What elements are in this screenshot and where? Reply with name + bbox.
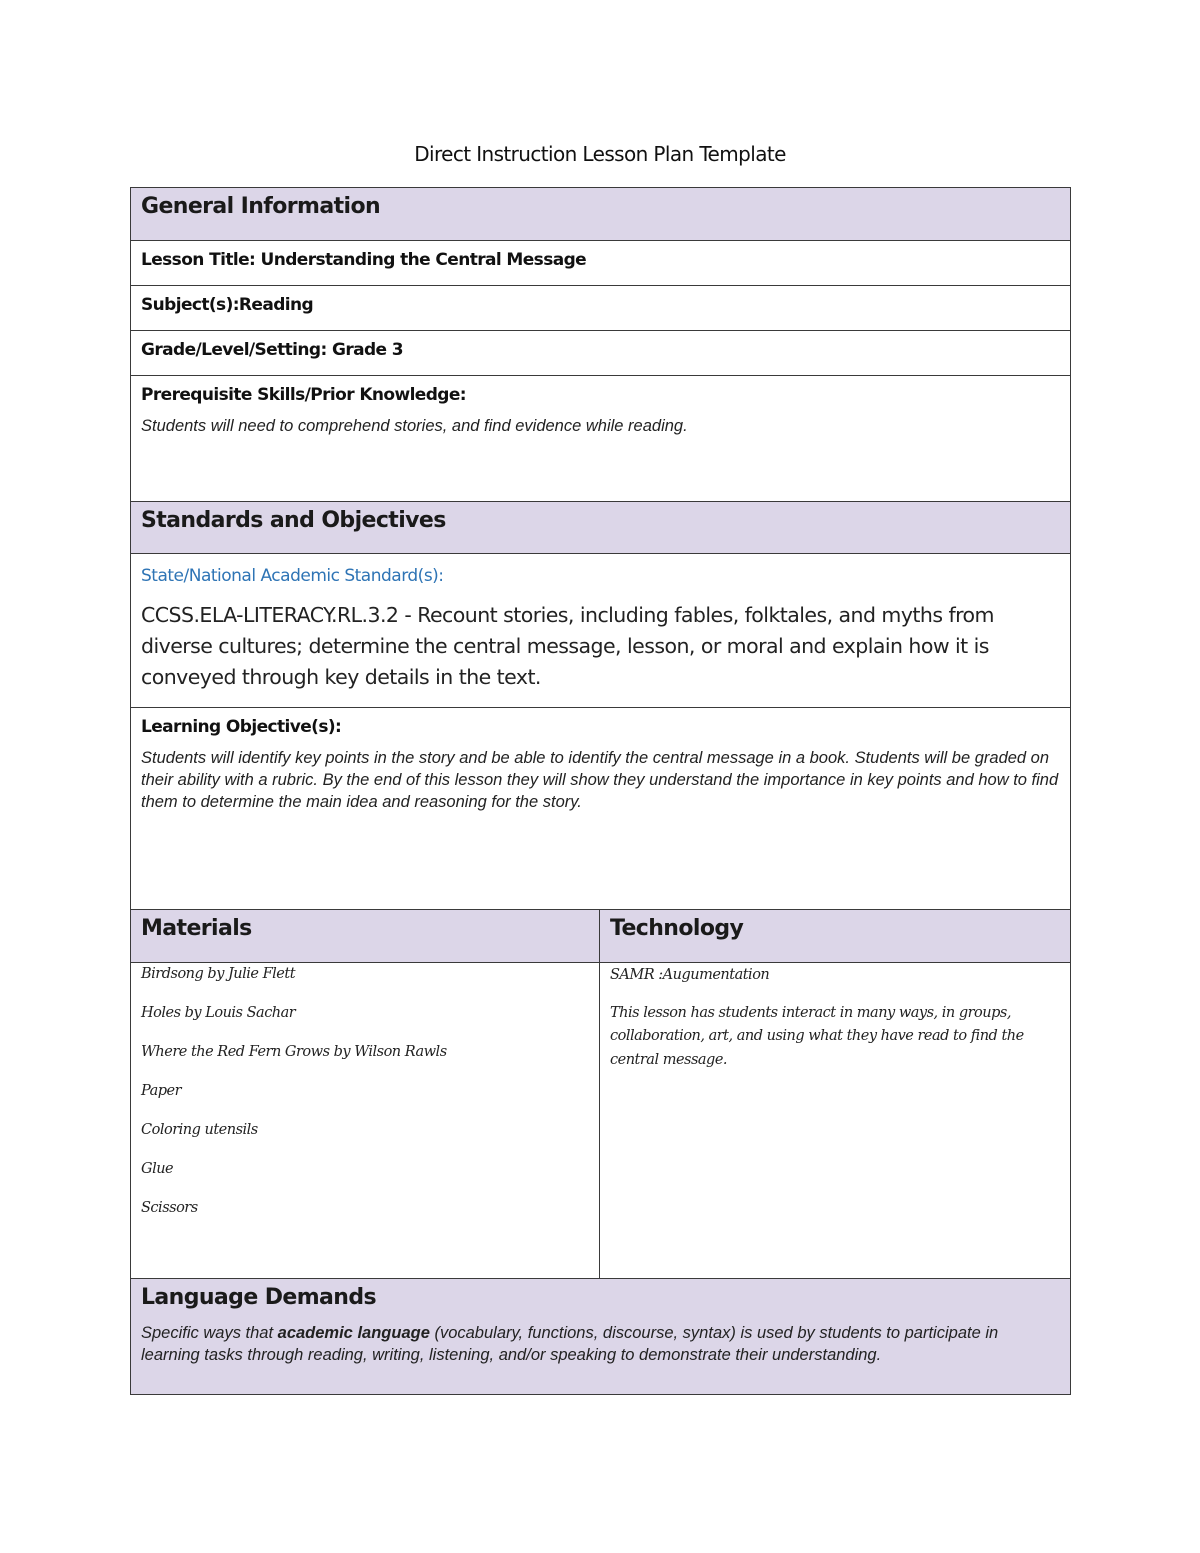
material-item: Where the Red Fern Grows by Wilson Rawls — [141, 1044, 447, 1060]
technology-description: This lesson has students interact in many ways, in groups, collaboration, art, and using what they have read to find the central message. — [610, 1004, 1024, 1068]
grade-level-setting: Grade/Level/Setting: Grade 3 — [141, 340, 404, 360]
lesson-title-row — [131, 241, 1071, 286]
materials-heading: Materials — [141, 916, 252, 941]
general-information-header — [131, 188, 1071, 241]
language-demands-text — [141, 1322, 1060, 1366]
material-item: Scissors — [141, 1200, 198, 1216]
prerequisite-row — [131, 376, 1071, 502]
language-demands-heading: Language Demands — [141, 1285, 376, 1310]
material-item: Birdsong by Julie Flett — [141, 966, 296, 982]
language-demands-cell — [131, 1279, 1071, 1395]
standard-row — [131, 554, 1071, 708]
technology-heading: Technology — [610, 916, 744, 941]
materials-cell — [131, 963, 600, 1279]
lesson-title: Lesson Title: Understanding the Central Message — [141, 250, 587, 270]
materials-header — [131, 910, 600, 963]
general-information-heading: General Information — [141, 194, 381, 219]
language-text-part: (vocabulary, functions, discourse, syntax) is used by students to participate in learning tasks through reading, writing, listening, and/or speaking to demonstrate their understanding. — [141, 1324, 999, 1364]
material-item: Coloring utensils — [141, 1122, 258, 1138]
standard-label: State/National Academic Standard(s): — [141, 566, 444, 586]
standards-objectives-header — [131, 502, 1071, 554]
grade-row — [131, 331, 1071, 376]
standards-objectives-heading: Standards and Objectives — [141, 508, 446, 533]
learning-objective-row — [131, 708, 1071, 910]
material-item: Holes by Louis Sachar — [141, 1005, 296, 1021]
material-item: Paper — [141, 1083, 182, 1099]
prerequisite-label: Prerequisite Skills/Prior Knowledge: — [141, 385, 466, 405]
academic-language-term: academic language — [277, 1324, 430, 1342]
learning-objective-label: Learning Objective(s): — [141, 717, 342, 737]
subjects-row — [131, 286, 1071, 331]
subjects: Subject(s):Reading — [141, 295, 314, 315]
technology-cell — [600, 963, 1071, 1279]
technology-header — [600, 910, 1071, 963]
standard-text: CCSS.ELA-LITERACY.RL.3.2 - Recount stories, including fables, folktales, and myths from diverse cultures; determine the central message, lesson, or moral and explain how it is conveyed through key details in the text. — [141, 603, 994, 689]
learning-objective-text: Students will identify key points in the story and be able to identify the central message in a book. Students will be graded on their ability with a rubric. By the end of this lesson they will show they understand the importance in key points and how to find them to determine the main idea and reasoning for the story. — [141, 749, 1059, 811]
samr-level: SAMR :Augumentation — [610, 967, 770, 983]
language-text-part: Specific ways that — [141, 1324, 278, 1342]
material-item: Glue — [141, 1161, 174, 1177]
materials-list — [141, 964, 589, 1237]
lesson-plan-table — [130, 187, 1071, 1395]
prerequisite-text: Students will need to comprehend stories, and find evidence while reading. — [141, 417, 688, 435]
document-title: Direct Instruction Lesson Plan Template — [414, 142, 786, 166]
